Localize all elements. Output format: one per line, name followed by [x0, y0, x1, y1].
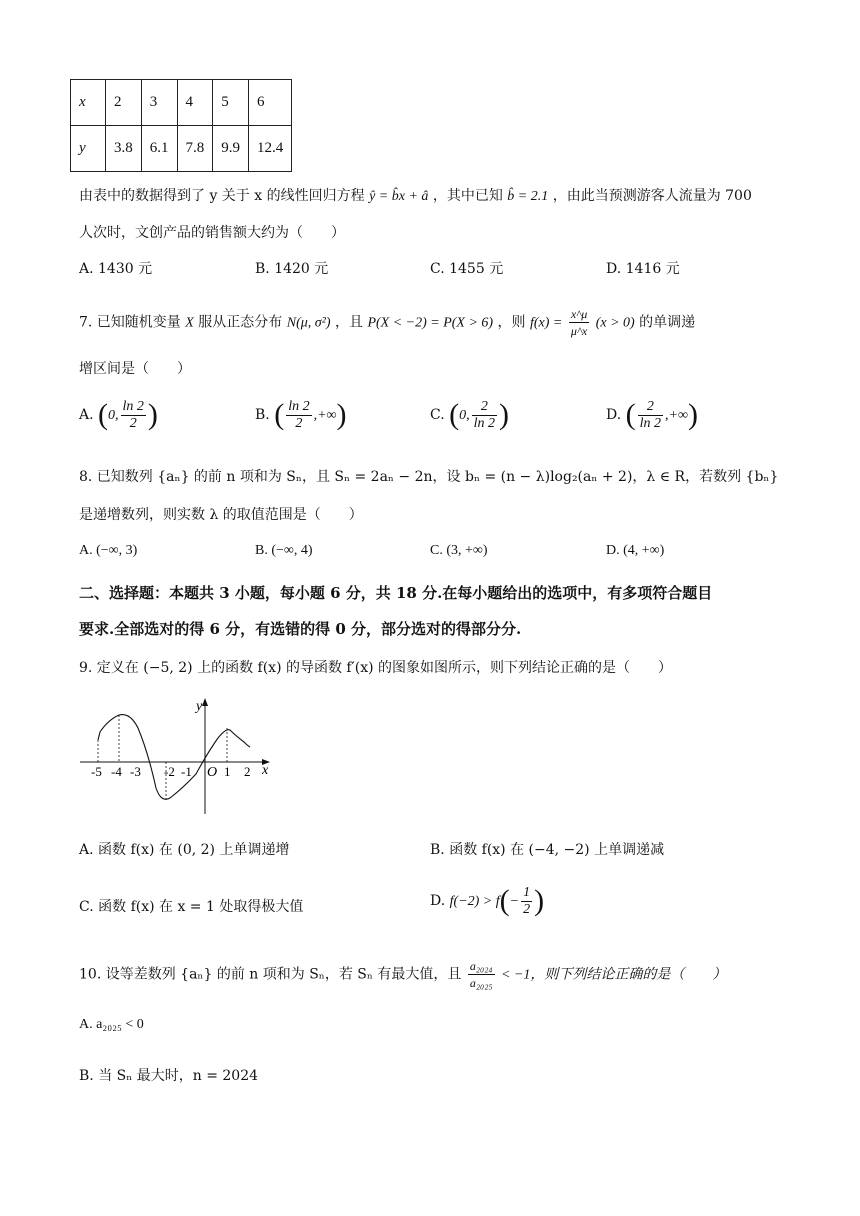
q8-option-b: B. (−∞, 4) [255, 543, 313, 558]
table-cell: 2 [106, 80, 142, 126]
q7-option-b: B. ( $\frac{\ln 2}{2}$ ,+∞) [255, 398, 347, 431]
table-header-x: x [71, 80, 106, 126]
q6-text-line2: 人次时，文创产品的销售额大约为（ ） [79, 225, 345, 241]
q7-option-c: C. (0, $\frac{2}{\ln 2}$ ) [430, 398, 510, 431]
y-axis-arrow [202, 698, 208, 706]
q9-option-a: A. 函数 f(x) 在 (0, 2) 上单调递增 [79, 842, 290, 858]
q7-text-line1: 7. 已知随机变量 X 服从正态分布 N(μ, σ²) ，且 P(X < −2) = P(X > 6) ，则 f(x) = $\frac{x\^{}\mu}{\mu\^{}x}$ (x > 0) 的单调递 [79, 307, 696, 338]
graph-tick-label: -2 [164, 764, 175, 779]
graph-tick-label: -5 [91, 764, 102, 779]
table-cell: 7.8 [177, 126, 213, 172]
q8-option-c: C. (3, +∞) [430, 543, 488, 558]
q9-option-b: B. 函数 f(x) 在 (−4, −2) 上单调递减 [430, 842, 665, 858]
table-cell: 5 [213, 80, 249, 126]
q8-text-line1: 8. 已知数列 {aₙ} 的前 n 项和为 Sₙ，且 Sₙ = 2aₙ − 2n，设 bₙ = (n − λ)log₂(aₙ + 2)，λ ∈ R，若数列 {bₙ} [79, 469, 779, 485]
q7-option-a: A. (0, $\frac{\ln 2}{2}$ ) [79, 398, 158, 431]
graph-y-label: y [196, 699, 203, 714]
q7-text-line2: 增区间是（ ） [79, 361, 191, 377]
graph-origin-label: O [207, 765, 218, 780]
q10-text-line1: 10. 设等差数列 {aₙ} 的前 n 项和为 Sₙ，若 Sₙ 有最大值，且 $\frac{\text{a₂₀₂₄}}{\text{a₂₀₂₅}}$ < −1，则下列结论正确的是（ ） [79, 959, 727, 990]
derivative-graph [78, 690, 278, 818]
q9-option-d: D. f(−2) > f(− $\frac{1}{2}$ ) [430, 884, 545, 917]
b-value: b̂ = 2.1 [507, 189, 549, 204]
q8-text-line2: 是递增数列，则实数 λ 的取值范围是（ ） [79, 507, 363, 523]
table-cell: 9.9 [213, 126, 249, 172]
table-cell: 3 [141, 80, 177, 126]
section-2-heading-line2: 要求.全部选对的得 6 分，有选错的得 0 分，部分选对的得部分分. [79, 620, 522, 638]
graph-tick-label: 1 [224, 764, 231, 779]
table-cell: 3.8 [106, 126, 142, 172]
table-cell: 4 [177, 80, 213, 126]
q9-text-line1: 9. 定义在 (−5, 2) 上的函数 f(x) 的导函数 f′(x) 的图象如图所示，则下列结论正确的是（ ） [79, 660, 673, 676]
data-table [70, 79, 292, 172]
q8-option-d: D. (4, +∞) [606, 543, 665, 558]
section-2-heading-line1: 二、选择题：本题共 3 小题，每小题 6 分，共 18 分.在每小题给出的选项中，有多项符合题目 [79, 584, 713, 602]
table-row-y [71, 126, 292, 172]
q9-option-c: C. 函数 f(x) 在 x = 1 处取得极大值 [79, 899, 304, 915]
q10-option-b: B. 当 Sₙ 最大时，n = 2024 [79, 1068, 259, 1084]
q7-function-fraction: $\frac{x\^{}\mu}{\mu\^{}x}$ [570, 307, 588, 338]
q8-option-a: A. (−∞, 3) [79, 543, 138, 558]
graph-tick-label: -1 [181, 764, 192, 779]
q6-text-line1: 由表中的数据得到了 y 关于 x 的线性回归方程 ŷ = b̂x + â ，其中已知 b̂ = 2.1 ，由此当预测游客人流量为 700 [79, 188, 752, 204]
graph-tick-label: 2 [244, 764, 251, 779]
q7-option-d: D. ( $\frac{2}{\ln 2}$ ,+∞) [606, 398, 698, 431]
regression-equation: ŷ = b̂x + â [369, 189, 429, 204]
graph-tick-label: -4 [111, 764, 122, 779]
graph-x-label: x [262, 763, 269, 778]
table-row-x [71, 80, 292, 126]
q10-option-a: A. a₂₀₂₅ < 0 [79, 1017, 144, 1032]
table-cell: 6.1 [141, 126, 177, 172]
table-cell: 6 [249, 80, 292, 126]
table-cell: 12.4 [249, 126, 292, 172]
q6-option-c: C. 1455 元 [430, 261, 504, 277]
graph-tick-label: -3 [130, 764, 141, 779]
table-header-y: y [71, 126, 106, 172]
q6-option-d: D. 1416 元 [606, 261, 680, 277]
q6-option-b: B. 1420 元 [255, 261, 329, 277]
q10-fraction: $\frac{\text{a₂₀₂₄}}{\text{a₂₀₂₅}}$ [469, 959, 493, 990]
q6-option-a: A. 1430 元 [79, 261, 153, 277]
